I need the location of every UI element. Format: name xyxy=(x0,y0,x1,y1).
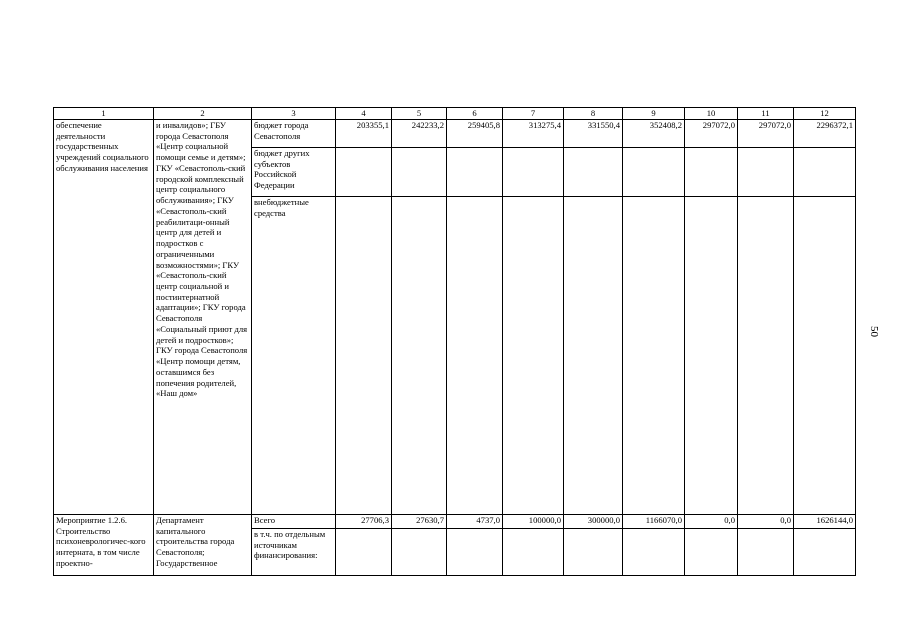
activity-name-cell: обеспечение деятельности государственных учреждений социального обслуживания населения xyxy=(54,120,154,515)
value-cell: 1166070,0 xyxy=(623,515,685,529)
header-cell: 9 xyxy=(623,108,685,120)
funding-source-cell: бюджет других субъектов Российской Федерации xyxy=(252,148,336,197)
header-cell: 12 xyxy=(794,108,856,120)
value-cell: 331550,4 xyxy=(564,120,623,148)
value-cell xyxy=(336,197,392,515)
value-cell xyxy=(794,148,856,197)
header-cell: 2 xyxy=(154,108,252,120)
value-cell: 27706,3 xyxy=(336,515,392,529)
value-cell: 27630,7 xyxy=(392,515,447,529)
value-cell xyxy=(623,148,685,197)
header-cell: 5 xyxy=(392,108,447,120)
value-cell: 1626144,0 xyxy=(794,515,856,529)
value-cell xyxy=(564,529,623,576)
value-cell: 100000,0 xyxy=(503,515,564,529)
value-cell xyxy=(623,529,685,576)
value-cell xyxy=(392,529,447,576)
value-cell: 2296372,1 xyxy=(794,120,856,148)
page-number: 50 xyxy=(868,326,880,337)
value-cell: 242233,2 xyxy=(392,120,447,148)
header-row xyxy=(54,108,856,120)
header-cell: 1 xyxy=(54,108,154,120)
value-cell: 313275,4 xyxy=(503,120,564,148)
value-cell xyxy=(392,197,447,515)
value-cell xyxy=(564,148,623,197)
budget-table xyxy=(53,107,856,576)
value-cell: 0,0 xyxy=(685,515,738,529)
value-cell xyxy=(794,197,856,515)
value-cell: 4737,0 xyxy=(447,515,503,529)
value-cell xyxy=(564,197,623,515)
value-cell xyxy=(685,529,738,576)
value-cell xyxy=(685,148,738,197)
value-cell: 300000,0 xyxy=(564,515,623,529)
value-cell xyxy=(623,197,685,515)
funding-source-cell: бюджет города Севастополя xyxy=(252,120,336,148)
value-cell xyxy=(336,148,392,197)
header-cell: 3 xyxy=(252,108,336,120)
value-cell xyxy=(738,148,794,197)
value-cell xyxy=(447,529,503,576)
value-cell: 0,0 xyxy=(738,515,794,529)
header-cell: 8 xyxy=(564,108,623,120)
header-cell: 4 xyxy=(336,108,392,120)
value-cell xyxy=(447,148,503,197)
value-cell xyxy=(794,529,856,576)
funding-source-cell: в т.ч. по отдельным источникам финансирования: xyxy=(252,529,336,576)
responsible-executor-cell: и инвалидов»; ГБУ города Севастополя «Центр социальной помощи семье и детям»; ГКУ «Севастополь-ский городской комплексный центр социального обслуживания»; ГКУ «Севастополь-ский реабилитаци-онный центр для детей и подростков с ограниченными возможностями»; ГКУ «Севастополь-ский центр социальной и постинтернатной адаптации»; ГКУ города Севастополя «Социальный приют для детей и подростков»; ГКУ города Севастополя «Центр помощи детям, оставшимся без попечения родителей, «Наш дом» xyxy=(154,120,252,515)
header-cell: 10 xyxy=(685,108,738,120)
value-cell xyxy=(503,197,564,515)
activity-name-cell: Мероприятие 1.2.6. Строительство психоневрологичес-кого интерната, в том числе проектно- xyxy=(54,515,154,576)
table-row xyxy=(54,515,856,529)
value-cell: 297072,0 xyxy=(738,120,794,148)
value-cell xyxy=(503,529,564,576)
value-cell: 352408,2 xyxy=(623,120,685,148)
value-cell xyxy=(503,148,564,197)
header-cell: 7 xyxy=(503,108,564,120)
value-cell xyxy=(392,148,447,197)
header-cell: 11 xyxy=(738,108,794,120)
table-row xyxy=(54,120,856,148)
header-cell: 6 xyxy=(447,108,503,120)
value-cell xyxy=(447,197,503,515)
funding-source-cell: внебюджетные средства xyxy=(252,197,336,515)
value-cell: 203355,1 xyxy=(336,120,392,148)
value-cell xyxy=(685,197,738,515)
value-cell: 259405,8 xyxy=(447,120,503,148)
responsible-executor-cell: Департамент капитального строительства города Севастополя; Государственное xyxy=(154,515,252,576)
value-cell xyxy=(738,197,794,515)
funding-source-cell: Всего xyxy=(252,515,336,529)
value-cell xyxy=(738,529,794,576)
value-cell xyxy=(336,529,392,576)
value-cell: 297072,0 xyxy=(685,120,738,148)
